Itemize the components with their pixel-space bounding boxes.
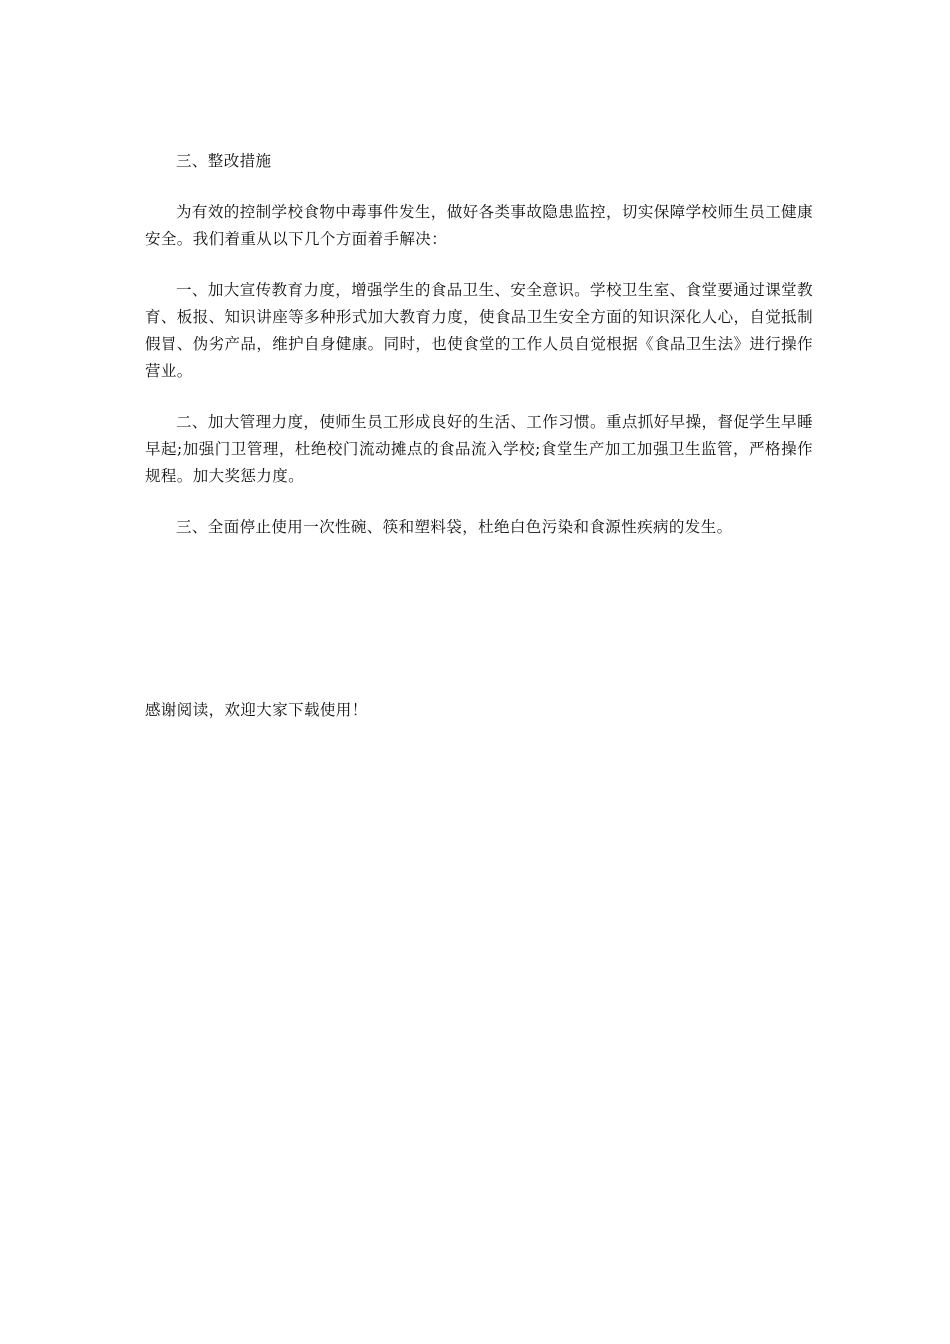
section-heading: 三、整改措施	[176, 152, 272, 170]
closing-note: 感谢阅读，欢迎大家下载使用！	[145, 701, 368, 719]
paragraph-intro: 为有效的控制学校食物中毒事件发生，做好各类事故隐患监控，切实保障学校师生员工健康安全。我们着重从以下几个方面着手解决：	[145, 203, 813, 248]
paragraph-measure-3: 三、全面停止使用一次性碗、筷和塑料袋，杜绝白色污染和食源性疾病的发生。	[176, 518, 733, 536]
paragraph-measure-1: 一、加大宣传教育力度，增强学生的食品卫生、安全意识。学校卫生室、食堂要通过课堂教育、板报、知识讲座等多种形式加大教育力度，使食品卫生安全方面的知识深化人心，自觉抵制假冒、伪劣产品，维护自身健康。同时，也使食堂的工作人员自觉根据《食品卫生法》进行操作营业。	[145, 281, 813, 380]
paragraph-measure-2: 二、加大管理力度，使师生员工形成良好的生活、工作习惯。重点抓好早操，督促学生早睡早起;加强门卫管理，杜绝校门流动摊点的食品流入学校;食堂生产加工加强卫生监管，严格操作规程。加大奖惩力度。	[145, 413, 813, 485]
document-body	[145, 148, 813, 565]
